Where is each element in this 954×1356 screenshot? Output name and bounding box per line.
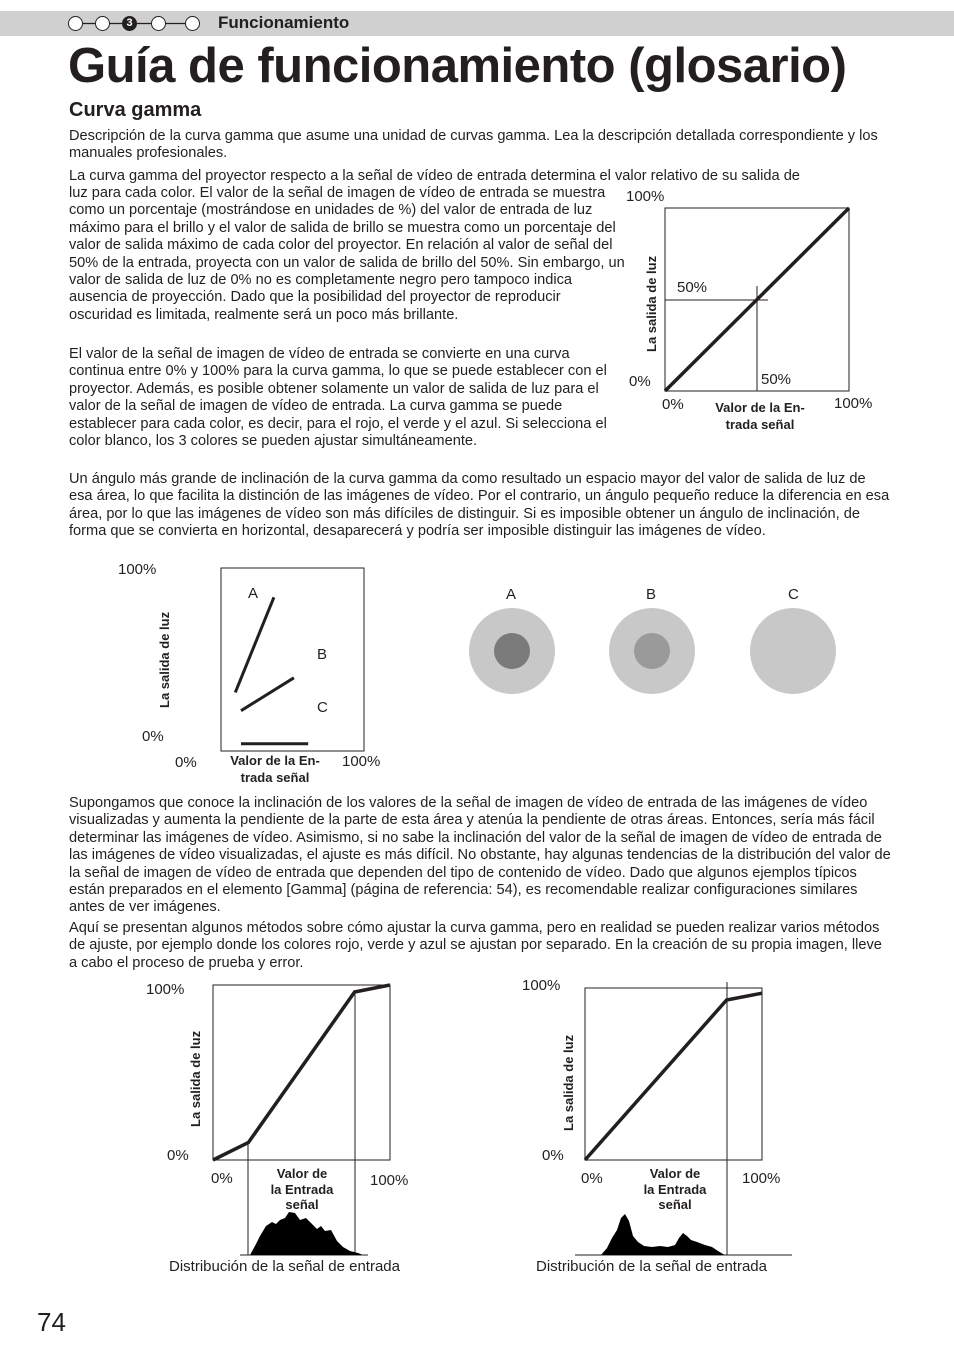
chart3-caption: Distribución de la señal de entrada [169,1258,400,1275]
section-label: Funcionamiento [218,13,350,32]
chart4-x-label-line3: señal [658,1197,692,1212]
chart3-x-label-line3: señal [285,1197,319,1212]
disc-b-label: B [646,586,657,603]
paragraph-5: Aquí se presentan algunos métodos sobre cómo ajustar la curva gamma, pero en realidad se pueden realizar varios métodos de ajuste, por ejemplo donde los colores rojo, verde y azul se ajustan por separado. En la creación de su propia imagen, lleve a cabo el proceso de prueba y error. [69,920,882,971]
chart4-frame [585,988,762,1160]
intro-paragraph: Descripción de la curva gamma que asume una unidad de curvas gamma. Lea la descripción detallada correspondiente y los manuales profesionales. [69,128,878,162]
step-indicator-3: 3 [122,16,137,31]
chart4-caption: Distribución de la señal de entrada [536,1258,767,1275]
chart2-y-max: 100% [118,561,157,578]
chart4-x-max: 100% [742,1170,781,1187]
chart2-x-max: 100% [342,753,381,770]
paragraph-1: luz para cada color. El valor de la señal de imagen de vídeo de entrada se muestra como un porcentaje (mostrándose en unidades de %) del valor de entrada de luz máximo para el brillo y el valor de salida de brillo se muestra como un porcentaje del valor de salida máximo de cada color del proyector. En relación al valor de señal del 50% de la entrada, proyecta con un valor de salida de brillo del 50%. Sin embargo, un valor de salida de luz de 0% no es completamente negro pero tampoco indica ausencia de proyección. Dado que la posibilidad del proyector de reproducir oscuridad es limitada, realmente será un poco más brillante. [69,185,625,323]
disc-c-label: C [788,586,799,603]
chart2-x-label-line2: trada señal [240,770,310,785]
chart1-y-min: 0% [629,373,651,390]
chart4-gamma-line [585,993,762,1160]
chart4-distribution [601,1214,725,1255]
chart1-x-label-line2: trada señal [725,417,795,432]
chart1-x-max: 100% [834,395,873,412]
chart4-x-label [625,1166,725,1213]
chart4-y-max: 100% [522,977,561,994]
page-number: 74 [37,1307,66,1337]
chart2-y-label: La salida de luz [157,611,172,708]
chart2-x-min: 0% [175,754,197,771]
chart4-y-min: 0% [542,1147,564,1164]
chart3-x-label-line2: la Entrada [270,1181,334,1197]
chart1-x-min: 0% [662,396,684,413]
chart2-y-min: 0% [142,728,164,745]
chart1-x-mid: 50% [761,371,792,388]
chart3-y-label: La salida de luz [188,1030,203,1127]
chart1-x-label-line1: Valor de la En- [715,400,805,415]
chart1-y-max: 100% [626,188,665,205]
section-heading: Curva gamma [69,99,202,121]
chart3-x-max: 100% [370,1172,409,1189]
chart3-x-label-line1: Valor de [276,1166,328,1181]
chart3-x-min: 0% [211,1170,233,1187]
chart4-x-label-line2: la Entrada [643,1181,707,1197]
disc-a-label: A [506,586,517,603]
chart2-x-label-line1: Valor de la En- [230,753,320,768]
chart3-y-max: 100% [146,981,185,998]
chart4-x-min: 0% [581,1170,603,1187]
paragraph-3: Un ángulo más grande de inclinación de la curva gamma da como resultado un espacio mayor del valor de salida de luz de esa área, lo que facilita la distinción de las imágenes de vídeo. Por el contrario, un ángulo pequeño reduce la diferencia en esa área, por lo que las imágenes de vídeo son más difíciles de distinguir. Si es imposible obtener un ángulo de inclinación, de forma que se convierta en horizontal, desaparecerá y podría ser imposible distinguir las imágenes de vídeo. [69,471,890,540]
chart2-line-a-label: A [248,585,259,602]
chart4-x-label-line1: Valor de [649,1166,701,1181]
chart4-y-label: La salida de luz [561,1034,576,1131]
chart1-y-label: La salida de luz [644,255,659,352]
chart3-y-min: 0% [167,1147,189,1164]
paragraph-1-first-line: La curva gamma del proyector respecto a la señal de vídeo de entrada determina el valor relativo de su salida de [69,168,800,184]
paragraph-2: El valor de la señal de imagen de vídeo de entrada se convierte en una curva continua entre 0% y 100% para la curva gamma, lo que se puede establecer con el proyector. Además, es posible obtener solamente un valor de salida de luz para el valor de la señal de imagen de vídeo de entrada. La curva gamma se puede establecer para cada color, es decir, para el rojo, el verde y el azul. Si selecciona el color blanco, los 3 colores se pueden ajustar simultáneamente. [69,346,607,450]
chart2-line-c-label: C [317,699,328,716]
chart1-y-mid: 50% [677,279,708,296]
chart2-line-b-label: B [317,646,328,663]
page-title: Guía de funcionamiento (glosario) [68,39,847,93]
paragraph-4: Supongamos que conoce la inclinación de los valores de la señal de imagen de vídeo de entrada de las imágenes de vídeo visualizadas y aumenta la pendiente de la parte de esta área y atenúa la pendiente de otras áreas. Entonces, sería más fácil determinar las imágenes de vídeo. Asimismo, si no sabe la inclinación del valor de la señal de imagen de vídeo de entrada de las imágenes de vídeo visualizadas, el ajuste es más difícil. No obstante, hay algunas tendencias de la distribución del valor de la señal de imagen de vídeo de entrada que dependen del tipo de contenido de vídeo. Dado que algunos ejemplos típicos están preparados en el elemento [Gamma] (página de referencia: 54), es recomendable realizar configuraciones similares antes de ver imágenes. [69,795,891,916]
